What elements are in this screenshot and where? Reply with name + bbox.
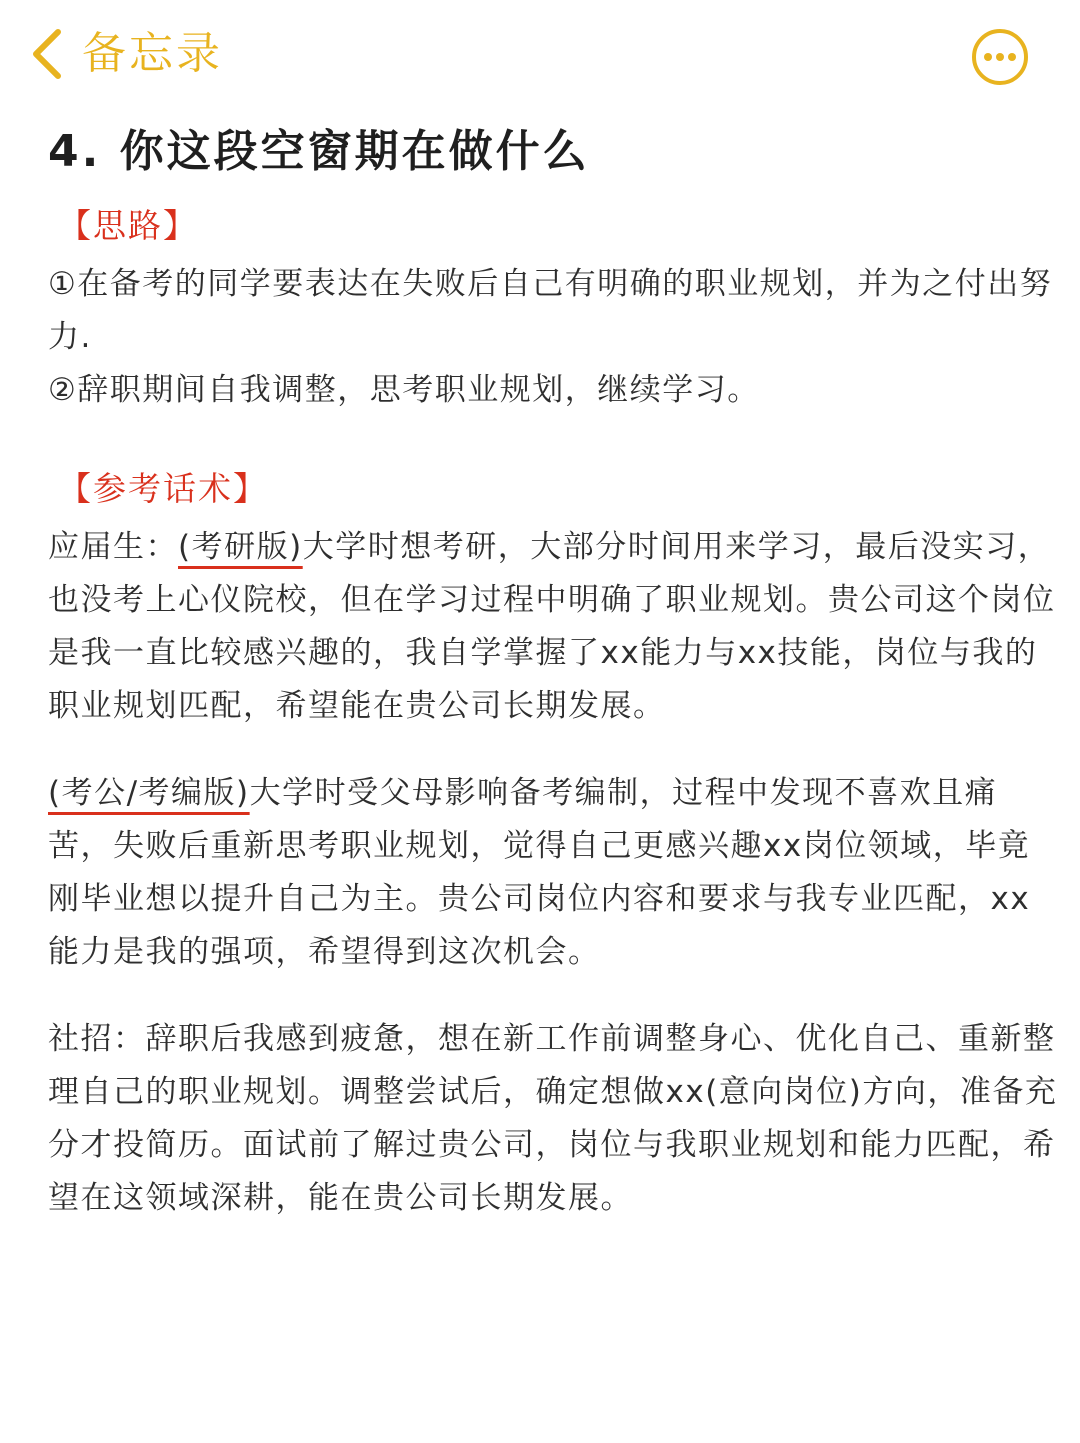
more-circle-icon xyxy=(971,71,1029,90)
idea-point-1: ①在备考的同学要表达在失败后自己有明确的职业规划，并为之付出努力. xyxy=(48,266,1053,355)
graduate-text: 大学时想考研，大部分时间用来学习，最后没实习，也没考上心仪院校，但在学习过程中明确了职业规划。贵公司这个岗位是我一直比较感兴趣的，我自学掌握了xx能力与xx技能，岗位与我的职业规划匹配，希望能在贵公司长期发展。 xyxy=(48,529,1056,724)
graduate-tag: (考研版) xyxy=(178,529,303,565)
social-paragraph xyxy=(48,1013,1058,1225)
back-label: 备忘录 xyxy=(82,28,223,79)
social-text: 社招：辞职后我感到疲惫，想在新工作前调整身心、优化自己、重新整理自己的职业规划。调整尝试后，确定想做xx(意向岗位)方向，准备充分才投简历。面试前了解过贵公司，岗位与我职业规划和能力匹配，希望在这领域深耕，能在贵公司长期发展。 xyxy=(48,1021,1058,1216)
civil-paragraph xyxy=(48,767,1058,979)
more-options-button[interactable] xyxy=(971,28,1029,86)
idea-point-2: ②辞职期间自我调整，思考职业规划，继续学习。 xyxy=(48,372,760,408)
note-body[interactable] xyxy=(48,112,1058,1225)
navigation-bar xyxy=(0,0,1080,112)
note-title: 4. 你这段空窗期在做什么 xyxy=(48,126,590,177)
section-heading-script: 【参考话术】 xyxy=(58,469,268,508)
civil-text: 大学时受父母影响备考编制，过程中发现不喜欢且痛苦，失败后重新思考职业规划，觉得自己更感兴趣xx岗位领域，毕竟刚毕业想以提升自己为主。贵公司岗位内容和要求与我专业匹配，xx能力是我的强项，希望得到这次机会。 xyxy=(48,775,1031,970)
graduate-prefix: 应届生： xyxy=(48,529,178,565)
section-heading-idea: 【思路】 xyxy=(58,206,198,245)
back-button[interactable] xyxy=(28,24,223,84)
idea-paragraph xyxy=(48,258,1058,417)
civil-tag: (考公/考编版) xyxy=(48,775,250,811)
chevron-left-icon xyxy=(28,24,68,84)
graduate-paragraph xyxy=(48,521,1058,733)
